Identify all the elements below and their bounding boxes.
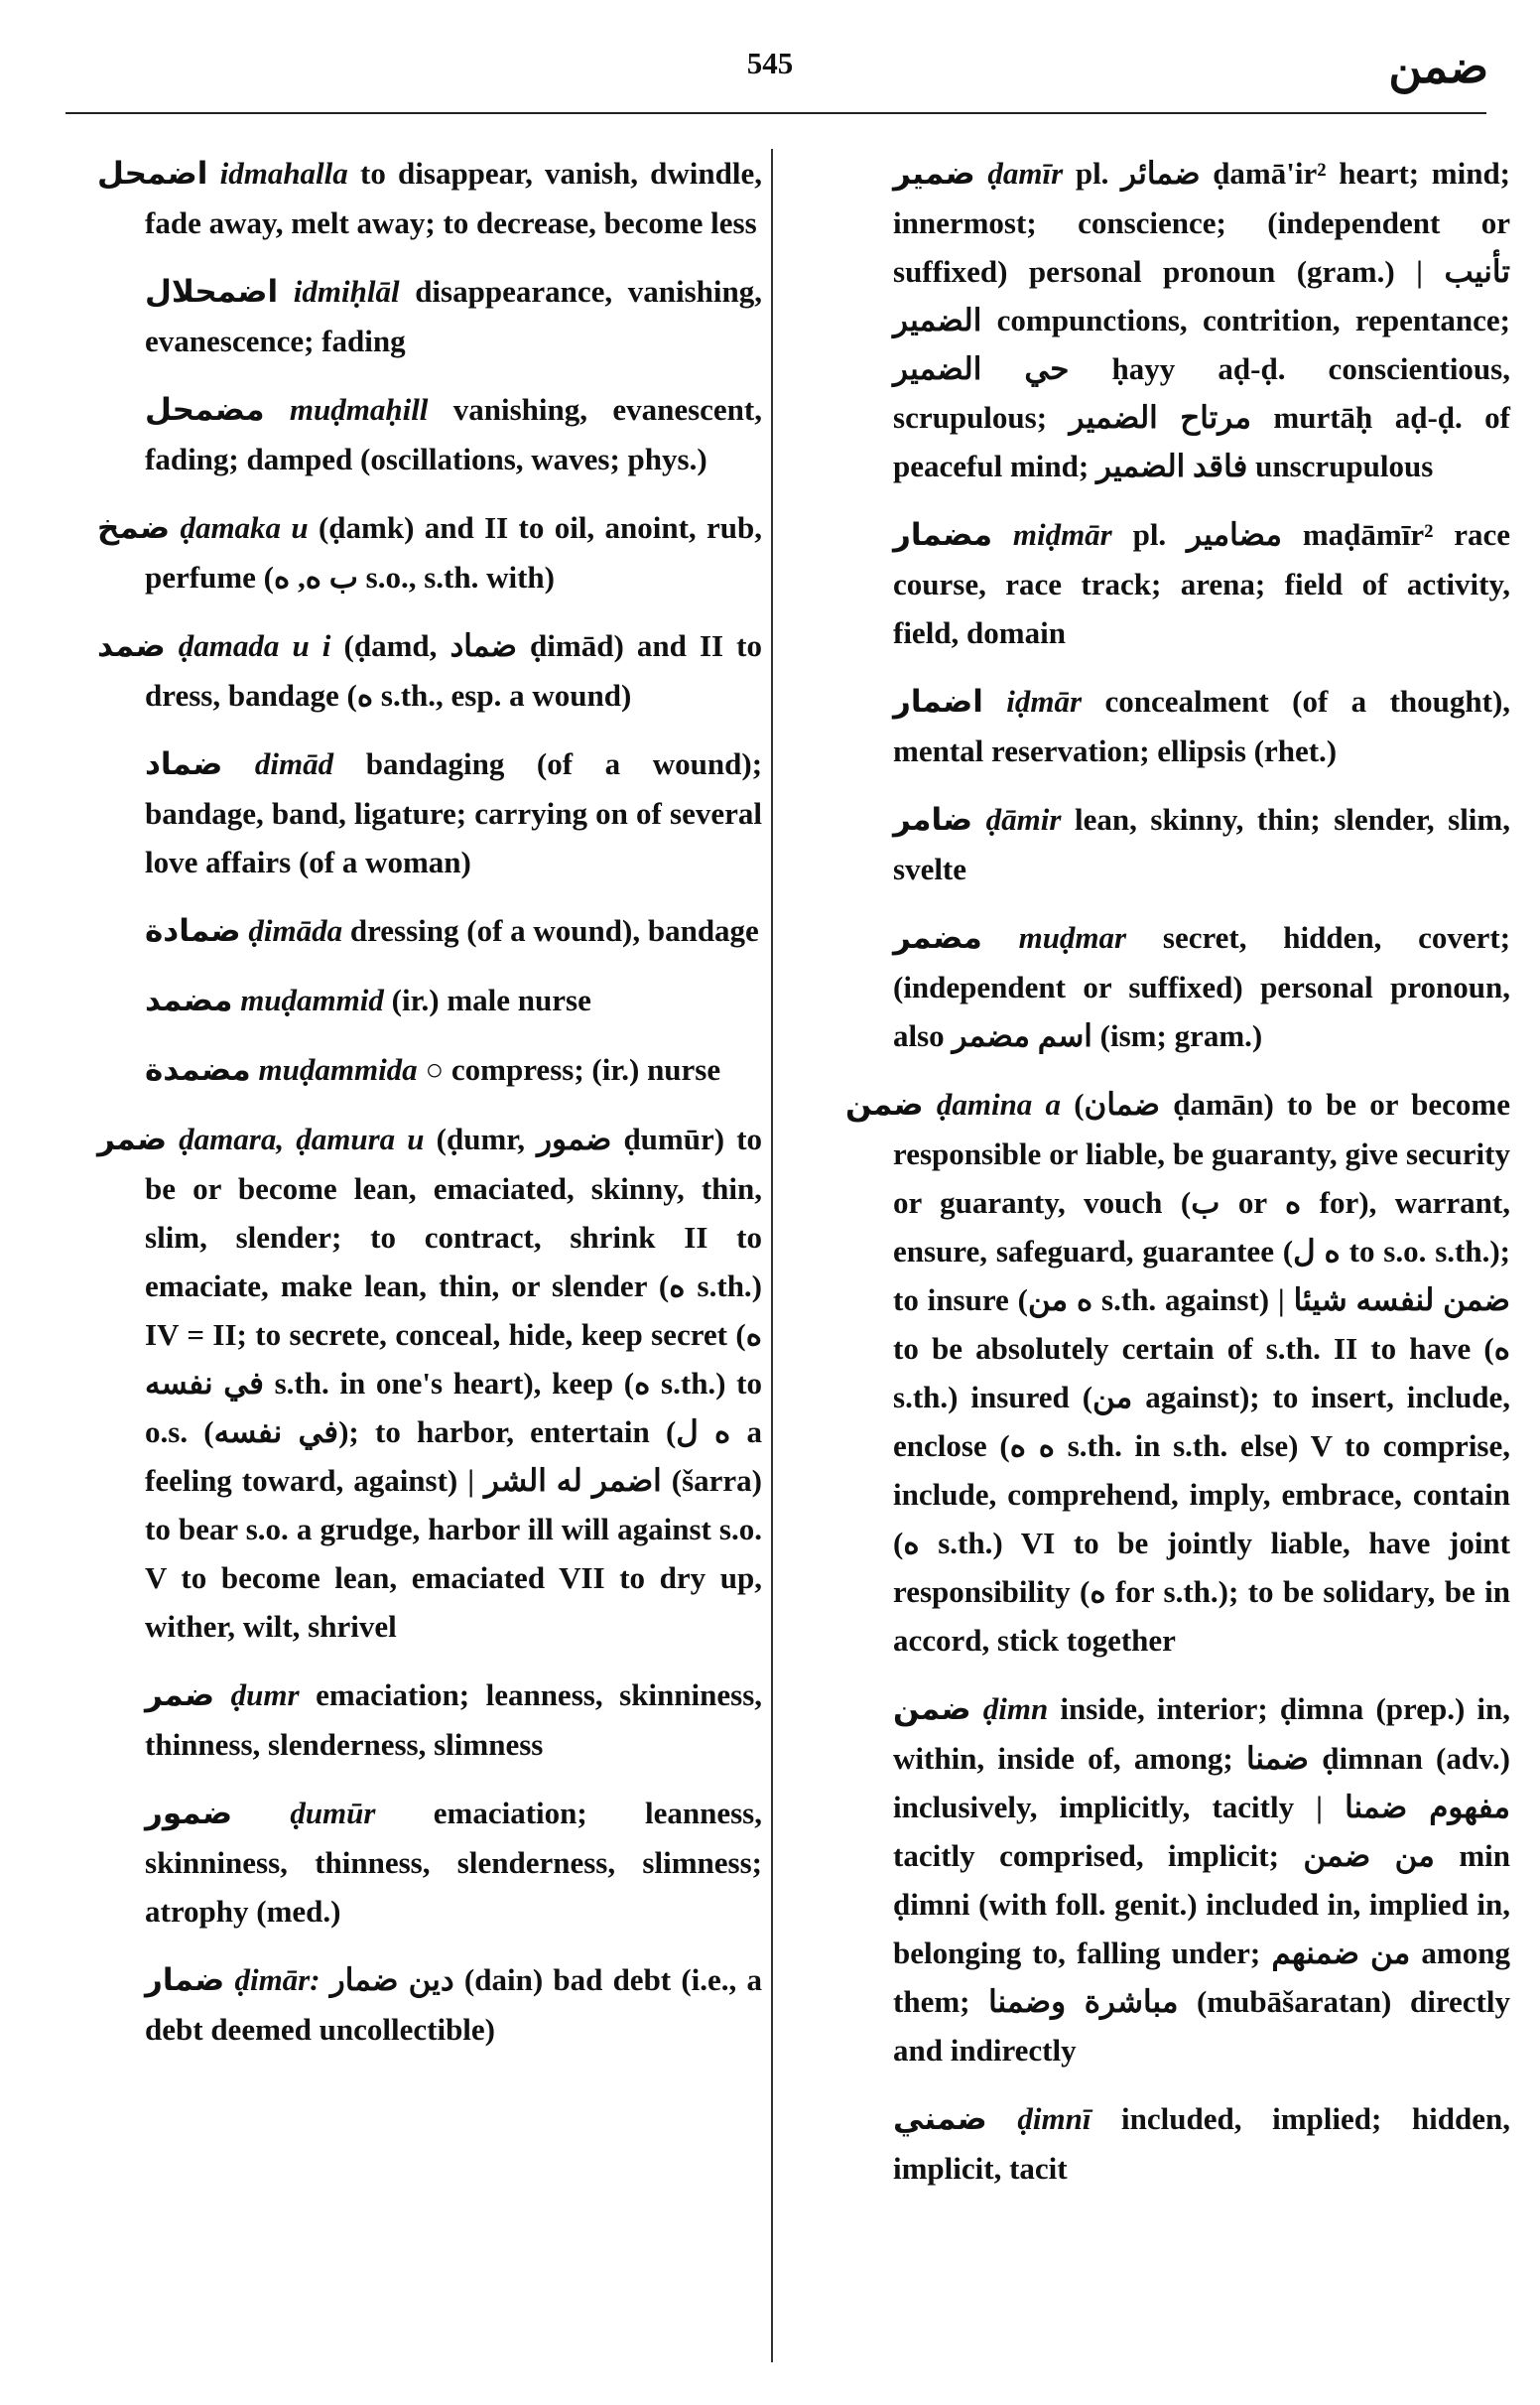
left-column-entry — [97, 906, 762, 956]
arabic-headword: اضمحلال — [145, 274, 279, 310]
gloss: ○ compress; (ir.) nurse — [425, 1052, 721, 1087]
right-column-entry — [845, 510, 1510, 657]
transliteration: muḍammid — [240, 983, 384, 1017]
transliteration: idmahalla — [219, 156, 348, 191]
arabic-headword: مضمار — [893, 517, 993, 553]
left-column-entry — [97, 149, 762, 247]
right-column-entry — [845, 795, 1510, 893]
left-column-entry — [97, 621, 762, 720]
gloss: (ir.) male nurse — [391, 983, 591, 1017]
gloss: emaciation; leanness, skinniness, thinness, slenderness, slimness — [145, 1677, 763, 1762]
right-column-entry — [845, 1080, 1510, 1665]
transliteration: muḍmar — [1018, 920, 1127, 955]
gloss: دين ضمار (dain) bad debt (i.e., a debt deemed uncollectible) — [145, 1962, 762, 2047]
transliteration: dimād — [254, 746, 334, 781]
gloss: lean, skinny, thin; slender, slim, svelte — [893, 802, 1510, 886]
right-column-entry — [845, 1684, 1510, 2074]
column-divider — [771, 149, 773, 2362]
arabic-headword: اضمحل — [97, 156, 208, 192]
left-column — [97, 149, 762, 2073]
gloss: (ḍamk) and II to oil, anoint, rub, perfume (ب ه, ه s.o., s.th. with) — [145, 510, 763, 595]
gloss: dressing (of a wound), bandage — [349, 913, 759, 948]
left-column-entry — [97, 1045, 762, 1095]
transliteration: ḍimn — [982, 1691, 1049, 1726]
transliteration: ḍimār: — [234, 1962, 321, 1997]
header-rule — [65, 112, 1486, 114]
left-column-entry — [97, 1955, 762, 2054]
gloss: inside, interior; ḍimna (prep.) in, within, inside of, among; ضمنا ḍimnan (adv.) inclusively, implicitly, tacitly | مفهوم ضمنا tacitly comprised, implicit; من ضمن min ḍimni (with foll. genit.) included in, implied in, belonging to, falling under; من ضمنهم among them; مباشرة وضمنا (mubāšaratan) directly and indirectly — [893, 1691, 1511, 2068]
arabic-headword: ضمخ — [97, 510, 171, 546]
left-column-entry — [97, 267, 762, 365]
transliteration: miḍmār — [1012, 517, 1112, 552]
gloss: secret, hidden, covert; (independent or suffixed) personal pronoun, also اسم مضمر (ism; gram.) — [893, 920, 1511, 1053]
transliteration: muḍmaḥill — [289, 392, 429, 427]
transliteration: ḍamara, ḍamura u — [179, 1122, 425, 1156]
gloss: disappearance, vanishing, evanescence; fading — [145, 274, 762, 358]
right-column-entry — [845, 913, 1510, 1060]
arabic-headword: ضمر — [97, 1122, 168, 1157]
arabic-headword: ضمد — [97, 628, 166, 664]
transliteration: ḍamada u i — [178, 628, 331, 663]
right-column-entry — [845, 677, 1510, 775]
transliteration: ḍamīr — [987, 156, 1064, 191]
arabic-headword: ضامر — [893, 802, 973, 838]
left-column-entry — [97, 503, 762, 601]
left-column-entry — [97, 1115, 762, 1651]
left-column-entry — [97, 739, 762, 886]
transliteration: idmiḥlāl — [293, 274, 400, 309]
transliteration: muḍammida — [258, 1052, 418, 1087]
gloss: to disappear, vanish, dwindle, fade away, melt away; to decrease, become less — [145, 156, 762, 240]
left-column-entry — [97, 1789, 762, 1936]
gloss: (ḍamd, ضماد ḍimād) and II to dress, bandage (ه s.th., esp. a wound) — [145, 628, 762, 713]
gloss: included, implied; hidden, implicit, tacit — [893, 2101, 1510, 2186]
gloss: emaciation; leanness, skinniness, thinness, slenderness, slimness; atrophy (med.) — [145, 1796, 762, 1929]
gloss: vanishing, evanescent, fading; damped (oscillations, waves; phys.) — [145, 392, 762, 476]
gloss: pl. مضامير maḍāmīr² race course, race track; arena; field of activity, field, domain — [893, 517, 1510, 650]
right-column-entry — [845, 149, 1510, 490]
arabic-headword: ضمر — [145, 1677, 215, 1713]
arabic-headword: ضمادة — [145, 913, 241, 949]
right-column-entry — [845, 2094, 1510, 2193]
page-number: 545 — [746, 46, 794, 80]
arabic-headword: مضمد — [145, 983, 233, 1018]
arabic-headword: ضمار — [145, 1962, 225, 1998]
transliteration: iḍmār — [1006, 684, 1083, 719]
running-head: ضمن — [1388, 42, 1488, 92]
transliteration: ḍimāda — [248, 913, 343, 948]
transliteration: ḍumr — [230, 1677, 300, 1712]
gloss: bandaging (of a wound); bandage, band, ligature; carrying on of several love affairs (of a woman) — [145, 746, 763, 879]
right-column — [845, 149, 1510, 2212]
arabic-headword: اضمار — [893, 684, 983, 720]
left-column-entry — [97, 1670, 762, 1769]
gloss: concealment (of a thought), mental reservation; ellipsis (rhet.) — [893, 684, 1511, 768]
arabic-headword: ضمير — [893, 156, 975, 192]
transliteration: ḍumūr — [290, 1796, 376, 1830]
arabic-headword: ضماد — [145, 746, 223, 782]
arabic-headword: ضمور — [145, 1796, 233, 1831]
left-column-entry — [97, 385, 762, 483]
gloss: (ḍumr, ضمور ḍumūr) to be or become lean, emaciated, skinny, thin, slim, slender; to contract, shrink II to emaciate, make lean, thin, or slender (ه s.th.) IV = II; to secrete, conceal, hide, keep secret (ه في نفسه s.th. in one's heart), keep (ه s.th.) to o.s. (في نفسه); to harbor, entertain (ه ل a feeling toward, against) | اضمر له الشر (šarra) to bear s.o. a grudge, harbor ill will against s.o. V to become lean, emaciated VII to dry up, wither, wilt, shrivel — [145, 1122, 763, 1644]
transliteration: ḍamaka u — [180, 510, 309, 545]
arabic-headword: ضمني — [893, 2101, 987, 2137]
arabic-headword: مضمحل — [145, 392, 265, 428]
arabic-headword: ضمن — [845, 1087, 924, 1123]
gloss: pl. ضمائر ḍamā'ir² heart; mind; innermost; conscience; (independent or suffixed) personal pronoun (gram.) | تأنيب الضمير compunctions, contrition, repentance; حي الضمير ḥayy aḍ-ḍ. conscientious, scrupulous; مرتاح الضمير murtāḥ aḍ-ḍ. of peaceful mind; فاقد الضمير unscrupulous — [893, 156, 1511, 483]
arabic-headword: ضمن — [893, 1691, 971, 1727]
arabic-headword: مضمدة — [145, 1052, 251, 1088]
transliteration: ḍamina a — [936, 1087, 1062, 1122]
transliteration: ḍāmir — [985, 802, 1062, 837]
transliteration: ḍimnī — [1017, 2101, 1091, 2136]
left-column-entry — [97, 976, 762, 1025]
gloss: (ضمان ḍamān) to be or become responsible or liable, be guaranty, give security or guaranty, vouch (ب or ه for), warrant, ensure, safeguard, guarantee (ه ل to s.o. s.th.); to insure (ه من s.th. against) | ضمن لنفسه شيئا to be absolutely certain of s.th. II to have (ه s.th.) insured (من against); to insert, include, enclose (ه ه s.th. in s.th. else) V to comprise, include, comprehend, imply, embrace, contain (ه s.th.) VI to be jointly liable, have joint responsibility (ه for s.th.); to be solidary, be in accord, stick together — [893, 1087, 1511, 1658]
arabic-headword: مضمر — [893, 920, 982, 956]
